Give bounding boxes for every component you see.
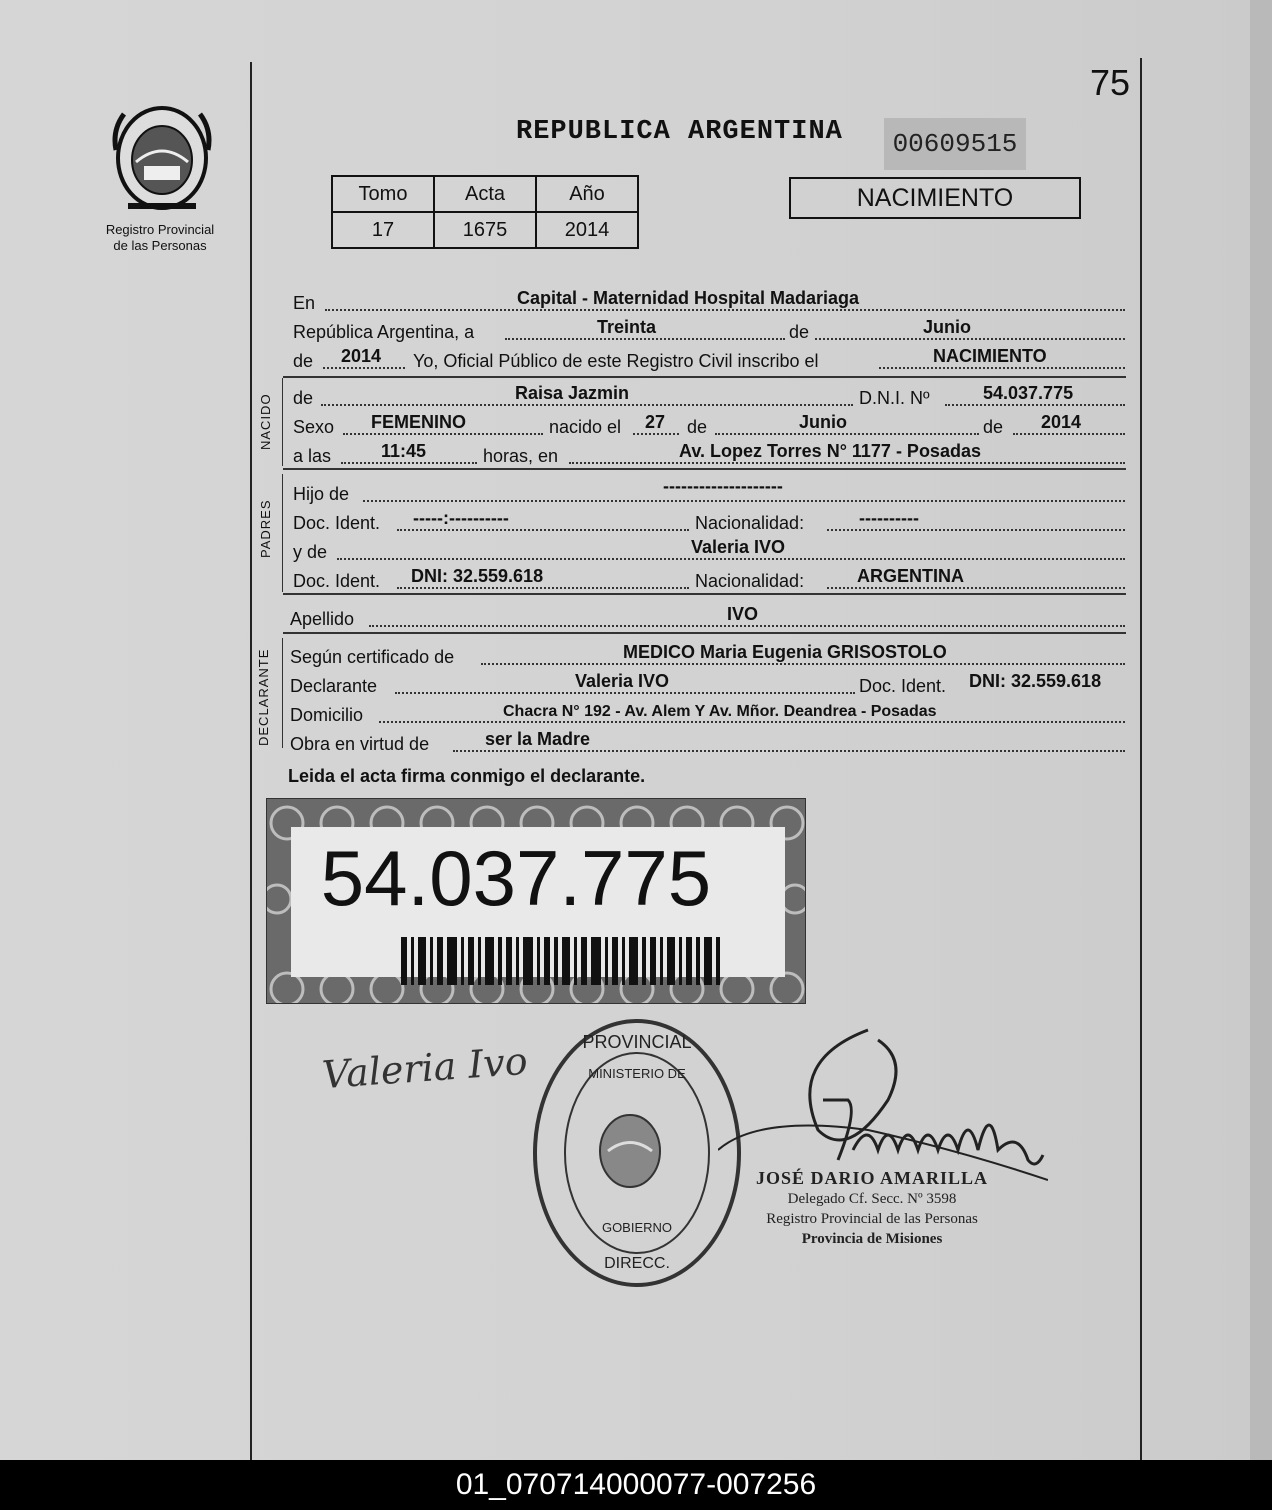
value-declarante: Valeria IVO — [575, 671, 670, 691]
row-mother — [293, 537, 1125, 563]
row-nacido-name — [293, 383, 1125, 409]
closing-statement: Leida el acta firma conmigo el declarante. — [288, 766, 646, 786]
value-mother-nat: ARGENTINA — [857, 566, 964, 586]
id-barcode-label — [266, 798, 806, 1004]
label-doc-decl: Doc. Ident. — [859, 676, 947, 696]
record-type-box: NACIMIENTO — [789, 177, 1081, 219]
document-title: REPUBLICA ARGENTINA — [516, 117, 843, 147]
section-nacido: NACIDO — [258, 393, 273, 450]
label-nac-father: Nacionalidad: — [695, 513, 805, 533]
header-ano: Año — [536, 176, 638, 212]
label-de-name: de — [293, 388, 314, 408]
page-edge — [1250, 0, 1272, 1460]
row-mother-doc — [293, 566, 1125, 592]
section-padres: PADRES — [258, 499, 273, 558]
value-year: 2014 — [341, 346, 382, 366]
label-a-las: a las — [293, 446, 332, 466]
logo-caption — [88, 222, 232, 254]
label-nacido-el: nacido el — [549, 417, 622, 437]
label-de-3: de — [983, 417, 1004, 437]
value-apellido: IVO — [727, 604, 759, 624]
row-en — [293, 288, 1125, 314]
scan-id-footer: 01_070714000077-007256 — [0, 1460, 1272, 1510]
id-number: 54.037.775 — [320, 834, 712, 922]
section-declarante: DECLARANTE — [256, 648, 271, 746]
row-declarante — [290, 671, 1125, 697]
value-day-words: Treinta — [597, 317, 657, 337]
label-declarante: Declarante — [290, 676, 378, 696]
value-father-doc: -----:---------- — [413, 508, 509, 528]
row-time — [293, 441, 1125, 467]
value-obra: ser la Madre — [485, 729, 591, 749]
row-republica — [293, 317, 1125, 343]
left-margin-rule — [250, 62, 252, 1460]
barcode-icon — [401, 937, 721, 985]
svg-text:GOBIERNO: GOBIERNO — [601, 1220, 673, 1235]
value-child-name: Raisa Jazmin — [515, 383, 630, 403]
row-father-doc — [293, 508, 1125, 534]
official-signature-block — [756, 1168, 988, 1249]
value-child-dni: 54.037.775 — [983, 383, 1074, 403]
value-acta: 1675 — [434, 212, 536, 248]
value-doc-decl: DNI: 32.559.618 — [969, 671, 1102, 691]
declarant-signature: Valeria Ivo — [320, 1038, 529, 1098]
label-hijo: Hijo de — [293, 484, 350, 504]
value-birth-place: Av. Lopez Torres N° 1177 - Posadas — [679, 441, 981, 461]
svg-text:MINISTERIO DE: MINISTERIO DE — [588, 1066, 686, 1081]
value-father-nat: ---------- — [859, 508, 919, 528]
label-nac-mother: Nacionalidad: — [695, 571, 805, 591]
value-time: 11:45 — [381, 441, 427, 461]
value-mother: Valeria IVO — [691, 537, 786, 557]
row-obra — [290, 729, 1125, 755]
value-day: 27 — [645, 412, 666, 432]
label-de-2: de — [687, 417, 708, 437]
svg-text:PROVINCIAL: PROVINCIAL — [582, 1032, 692, 1052]
label-obra: Obra en virtud de — [290, 734, 430, 754]
value-ano: 2014 — [536, 212, 638, 248]
official-province: Provincia de Misiones — [801, 1231, 943, 1247]
label-y-de: y de — [293, 542, 328, 562]
header-acta: Acta — [434, 176, 536, 212]
row-certificado — [290, 642, 1125, 668]
logo-caption-line1: Registro Provincial — [105, 222, 215, 237]
label-de-month: de — [789, 322, 810, 342]
header-tomo: Tomo — [332, 176, 434, 212]
province-crest-icon — [108, 100, 216, 218]
value-birth-year: 2014 — [1041, 412, 1082, 432]
label-doc-father: Doc. Ident. — [293, 513, 381, 533]
label-oficial: Yo, Oficial Público de este Registro Civil inscribo el — [413, 351, 819, 371]
row-sexo — [293, 412, 1125, 438]
value-place: Capital - Maternidad Hospital Madariaga — [517, 288, 860, 308]
official-title: Delegado Cf. Secc. Nº 3598 — [787, 1191, 957, 1207]
label-domicilio: Domicilio — [290, 705, 364, 725]
value-father: -------------------- — [663, 476, 783, 496]
label-sexo: Sexo — [293, 417, 335, 437]
svg-text:DIRECC.: DIRECC. — [604, 1255, 670, 1272]
row-apellido — [290, 604, 1125, 630]
label-horas: horas, en — [483, 446, 559, 466]
value-month: Junio — [923, 317, 971, 337]
label-de-year: de — [293, 351, 314, 371]
right-margin-rule — [1140, 58, 1142, 1460]
label-en: En — [293, 293, 316, 313]
value-sexo: FEMENINO — [371, 412, 467, 432]
serial-number: 00609515 — [884, 118, 1026, 170]
record-table — [331, 175, 639, 249]
official-stamp-icon — [530, 1016, 744, 1290]
value-certificado: MEDICO Maria Eugenia GRISOSTOLO — [623, 642, 947, 662]
label-apellido: Apellido — [290, 609, 355, 629]
label-doc-mother: Doc. Ident. — [293, 571, 381, 591]
row-year — [293, 346, 1125, 372]
row-domicilio — [290, 700, 1125, 726]
value-mother-doc: DNI: 32.559.618 — [411, 566, 544, 586]
value-domicilio: Chacra N° 192 - Av. Alem Y Av. Mñor. Deandrea - Posadas — [503, 703, 937, 720]
logo-caption-line2: de las Personas — [113, 238, 207, 253]
official-registry: Registro Provincial de las Personas — [766, 1211, 978, 1227]
page-number: 75 — [1090, 62, 1131, 103]
label-dni: D.N.I. Nº — [859, 388, 930, 408]
row-hijo — [293, 476, 1125, 505]
value-event: NACIMIENTO — [933, 346, 1047, 366]
label-republica: República Argentina, a — [293, 322, 475, 342]
label-certificado: Según certificado de — [290, 647, 455, 667]
value-birth-month: Junio — [799, 412, 847, 432]
official-name: JOSÉ DARIO AMARILLA — [756, 1168, 989, 1188]
value-tomo: 17 — [332, 212, 434, 248]
